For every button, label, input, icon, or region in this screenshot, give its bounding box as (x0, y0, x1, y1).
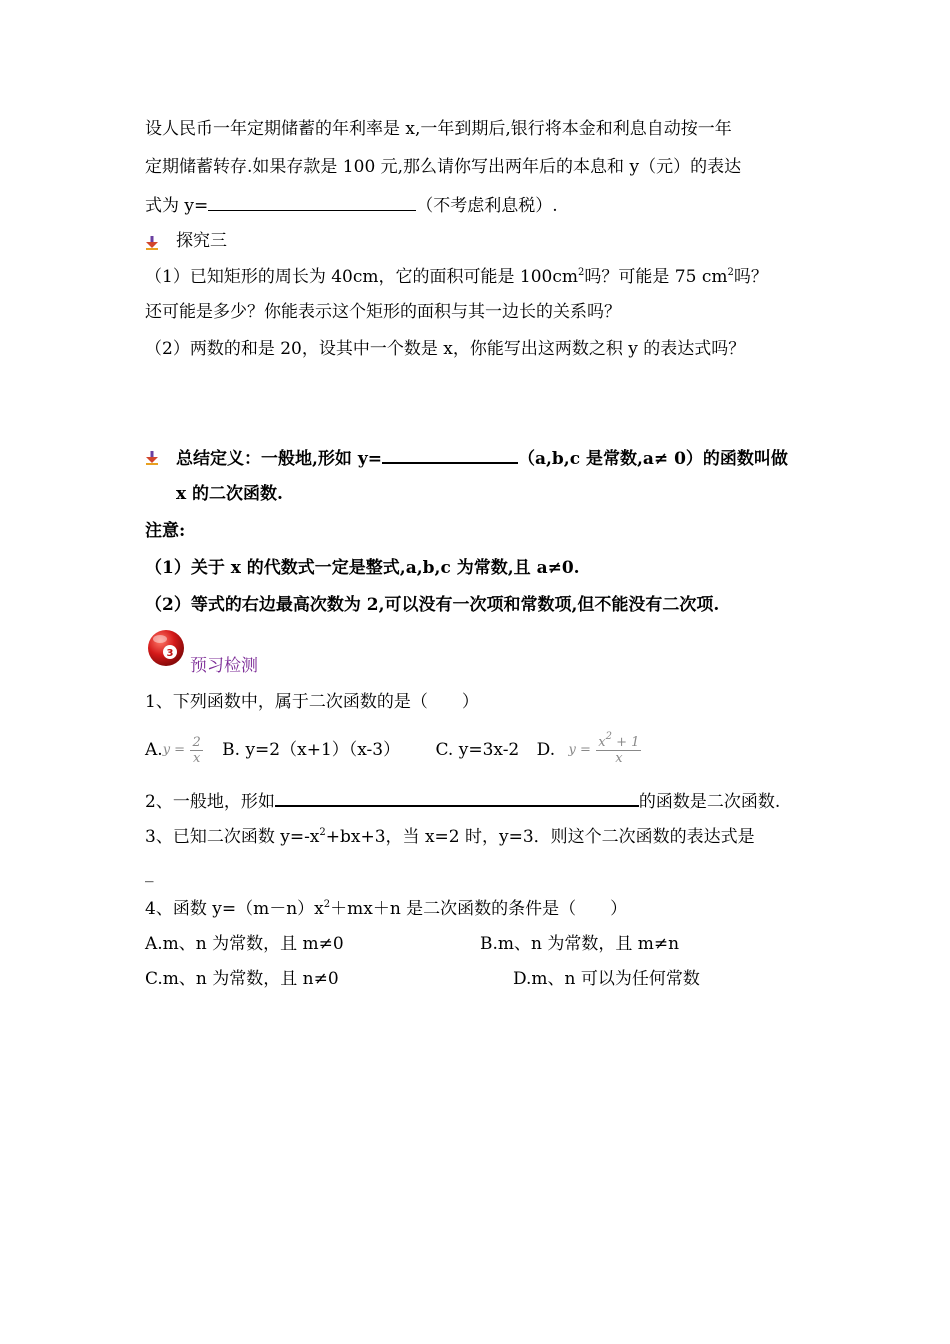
q4-text-b: ＋mx＋n 是二次函数的条件是（ ） (330, 899, 628, 919)
option-b: B. y=2（x+1）（x-3） (222, 740, 401, 760)
q2-blank[interactable] (275, 789, 639, 807)
q1-text-a: （1）已知矩形的周长为 40cm，它的面积可能是 100cm (145, 267, 578, 287)
explore-3-heading: 探究三 (176, 231, 227, 251)
intro-line-3-suffix: （不考虑利息税）. (416, 196, 558, 216)
intro-line-1: 设人民币一年定期储蓄的年利率是 x,一年到期后,银行将本金和利息自动按一年 (145, 119, 732, 139)
option-d-y: y = (568, 742, 591, 758)
option-c: C. y=3x-2 (435, 740, 520, 760)
explore-3-q2: （2）两数的和是 20，设其中一个数是 x，你能写出这两数之积 y 的表达式吗？ (145, 339, 746, 359)
q3-text-b: +bx+3，当 x=2 时，y=3．则这个二次函数的表达式是 (325, 827, 755, 847)
q3-answer-blank[interactable]: _ (145, 863, 154, 883)
q1-text-c: 吗？ (733, 267, 768, 287)
definition-blank[interactable] (382, 446, 518, 464)
q2-suffix: 的函数是二次函数. (638, 792, 781, 812)
summary-line-2: x 的二次函数. (176, 484, 283, 504)
intro-line-3 (145, 194, 558, 217)
note-2: （2）等式的右边最高次数为 2,可以没有一次项和常数项,但不能没有二次项. (145, 595, 720, 615)
summary-line-1 (176, 446, 788, 470)
q4-option-b: B.m、n 为常数，且 m≠n (480, 934, 680, 954)
summary-suffix: （a,b,c 是常数,a≠ 0）的函数叫做 (517, 449, 788, 469)
q1-text-b: 吗？可能是 75 cm (584, 267, 728, 287)
badge-number: 3 (166, 648, 174, 659)
red-ball-badge-icon (146, 628, 186, 668)
option-d-label: D. (536, 740, 556, 760)
q1-sup-2: 2 (727, 267, 734, 278)
q4-text-a: 4、函数 y=（m－n）x (145, 899, 324, 919)
bullet-arrow-icon (145, 236, 159, 250)
preview-q1: 1、下列函数中，属于二次函数的是（ ） (145, 692, 479, 712)
option-d-num-rest: + 1 (612, 735, 640, 750)
option-d-fraction (596, 731, 641, 766)
q3-sup: 2 (319, 827, 326, 838)
answer-blank[interactable] (208, 194, 416, 211)
q4-option-d: D.m、n 可以为任何常数 (513, 969, 700, 989)
preview-heading: 预习检测 (190, 656, 258, 676)
preview-q2 (145, 789, 780, 813)
q2-prefix: 2、一般地，形如 (145, 792, 275, 812)
q4-option-a: A.m、n 为常数，且 m≠0 (145, 934, 344, 954)
intro-line-2: 定期储蓄转存.如果存款是 100 元,那么请你写出两年后的本息和 y（元）的表达 (145, 157, 742, 177)
option-d-num-base: x (598, 735, 606, 750)
explore-3-q1-line-1 (145, 266, 768, 288)
q1-sup-1: 2 (578, 267, 585, 278)
option-d-numerator (596, 731, 641, 751)
preview-q4 (145, 898, 627, 920)
option-a-numerator: 2 (192, 735, 201, 750)
option-d-num-sup: 2 (605, 731, 613, 742)
note-label: 注意: (145, 521, 186, 541)
note-1: （1）关于 x 的代数式一定是整式,a,b,c 为常数,且 a≠0. (145, 558, 580, 578)
option-a-label: A. (145, 740, 163, 760)
explore-3-q1-line-2: 还可能是多少？你能表示这个矩形的面积与其一边长的关系吗？ (145, 302, 621, 322)
preview-q3 (145, 826, 755, 848)
q4-option-c: C.m、n 为常数，且 n≠0 (145, 969, 339, 989)
option-a-fraction (190, 735, 202, 766)
option-d-denominator: x (615, 751, 623, 766)
summary-prefix: 总结定义：一般地,形如 y= (176, 449, 382, 469)
bullet-arrow-icon (145, 451, 159, 465)
option-a-y: y = (162, 742, 186, 758)
option-a-denominator: x (192, 751, 201, 766)
preview-q1-options (145, 728, 641, 772)
intro-line-3-prefix: 式为 y= (145, 196, 209, 216)
q3-text-a: 3、已知二次函数 y=-x (145, 827, 320, 847)
q4-sup: 2 (323, 899, 331, 910)
